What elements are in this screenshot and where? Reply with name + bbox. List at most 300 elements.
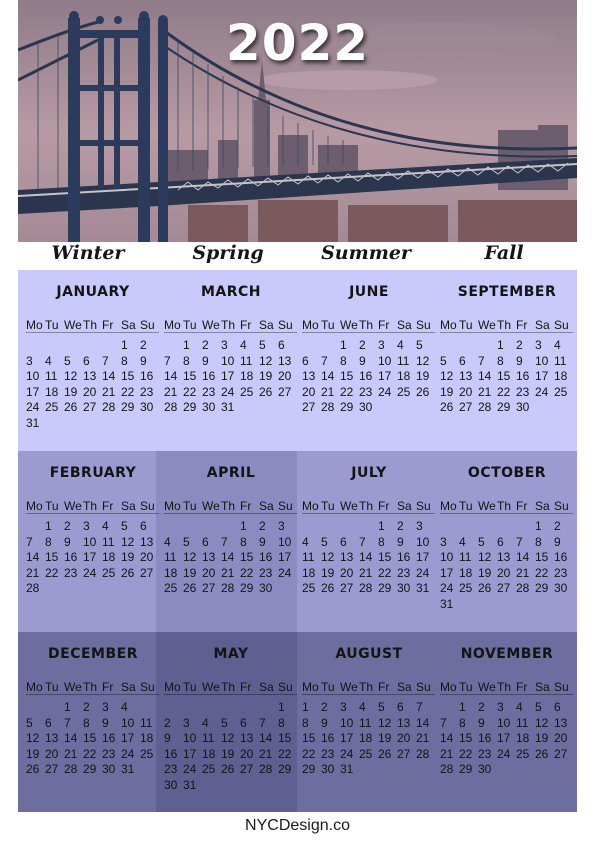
day-cell: 8 [340,353,347,368]
day-cell: 11 [164,550,177,565]
week-row [26,550,159,566]
day-cell: 29 [497,400,511,415]
weekday-label: Fr [240,680,252,694]
season-summer: Summer [321,242,411,264]
day-cell: 16 [359,369,373,384]
day-cell: 20 [83,384,97,399]
month-april [162,451,300,632]
day-cell: 14 [516,550,530,565]
day-cell: 1 [302,700,309,714]
day-cell: 17 [416,550,430,565]
day-cell: 2 [321,700,328,714]
day-cell: 17 [440,565,454,580]
day-cell: 29 [278,762,292,777]
day-cell: 1 [535,519,542,533]
day-cell: 13 [83,369,97,384]
day-cell: 12 [121,534,135,549]
day-cell: 2 [397,519,404,533]
weekday-label: Th [359,318,374,332]
day-cell: 11 [516,715,529,730]
month-band-3 [18,632,577,812]
day-cell: 12 [64,369,78,384]
day-cell: 19 [378,731,392,746]
day-cell: 16 [516,369,530,384]
day-cell: 31 [26,416,40,430]
day-cell: 17 [83,550,97,565]
week-row [302,369,435,385]
day-cell: 4 [240,338,247,352]
day-cell: 7 [516,534,523,549]
day-cell: 11 [359,715,372,730]
weekday-label: Fr [378,499,390,513]
day-cell: 24 [26,400,40,415]
day-cell: 6 [45,715,52,730]
day-cell: 17 [221,369,235,384]
weekday-label: Fr [102,499,114,513]
day-cell: 30 [359,400,373,415]
day-cell: 6 [240,715,247,730]
day-cell: 19 [440,384,454,399]
day-cell: 5 [321,534,328,549]
day-cell: 15 [240,550,254,565]
day-cell: 9 [140,353,147,368]
day-cell: 21 [26,565,40,580]
day-cell: 11 [554,353,567,368]
day-cell: 2 [516,338,523,352]
weekday-label: Th [359,499,374,513]
day-cell: 3 [183,715,190,730]
week-row [26,416,159,432]
day-cell: 26 [535,746,549,761]
weekday-label: Th [83,318,98,332]
day-cell: 14 [64,731,78,746]
weekday-label: Tu [183,680,197,694]
day-cell: 28 [26,581,40,596]
day-cell: 15 [340,369,354,384]
weekday-label: We [340,680,358,694]
day-cell: 11 [302,550,315,565]
day-cell: 9 [64,534,71,549]
weekday-label: Mo [164,318,181,332]
day-cell: 16 [202,369,216,384]
day-cell: 17 [535,369,549,384]
weekday-label: We [478,318,496,332]
day-cell: 5 [221,715,228,730]
day-cell: 22 [240,565,254,580]
day-cell: 8 [183,353,190,368]
day-cell: 21 [259,746,273,761]
day-cell: 4 [359,700,366,714]
day-cell: 23 [397,565,411,580]
weekday-label: Sa [259,318,274,332]
day-cell: 20 [497,565,511,580]
week-row [164,385,297,401]
day-cell: 7 [321,353,328,368]
day-cell: 6 [83,353,90,368]
week-row [440,400,573,416]
day-cell: 5 [416,338,423,352]
day-cell: 25 [516,746,530,761]
day-cell: 23 [259,565,273,580]
weekday-label: Tu [45,318,59,332]
day-cell: 4 [164,534,171,549]
week-row [164,535,297,551]
weekday-label: Tu [459,680,473,694]
day-cell: 15 [459,731,473,746]
day-cell: 1 [497,338,504,352]
day-cell: 23 [554,565,568,580]
day-cell: 17 [183,746,197,761]
day-cell: 16 [140,369,154,384]
day-cell: 6 [459,353,466,368]
day-cell: 14 [359,550,373,565]
day-cell: 8 [302,715,309,730]
week-row [302,747,435,763]
weekday-header [164,318,297,333]
day-cell: 18 [359,731,373,746]
weekday-label: Th [221,680,236,694]
day-cell: 27 [340,581,354,596]
weekday-label: Mo [302,499,319,513]
day-cell: 25 [302,581,316,596]
day-cell: 25 [202,762,216,777]
day-cell: 18 [45,384,59,399]
day-cell: 21 [416,731,430,746]
day-cell: 12 [440,369,454,384]
day-cell: 3 [102,700,109,714]
day-cell: 13 [459,369,473,384]
day-cell: 24 [535,384,549,399]
day-cell: 4 [202,715,209,730]
month-name: FEBRUARY [49,465,137,481]
day-cell: 14 [102,369,116,384]
day-cell: 22 [45,565,59,580]
weekday-label: Su [416,318,431,332]
day-cell: 20 [459,384,473,399]
season-spring: Spring [192,242,264,264]
day-cell: 28 [321,400,335,415]
day-cell: 22 [183,384,197,399]
day-cell: 20 [302,384,316,399]
day-cell: 31 [416,581,430,596]
weekday-header [302,499,435,514]
day-cell: 18 [140,731,154,746]
day-cell: 10 [535,353,549,368]
day-cell: 12 [183,550,197,565]
day-cell: 8 [83,715,90,730]
day-cell: 8 [240,534,247,549]
day-cell: 10 [83,534,97,549]
week-row [302,731,435,747]
day-cell: 15 [497,369,511,384]
day-cell: 3 [83,519,90,533]
day-cell: 8 [278,715,285,730]
weekday-label: Su [416,499,431,513]
weekday-label: Fr [240,499,252,513]
week-row [26,566,159,582]
day-cell: 9 [359,353,366,368]
day-cell: 6 [554,700,561,714]
month-band-1 [18,270,577,451]
weekday-label: Mo [440,499,457,513]
month-name: JUNE [349,284,389,300]
day-cell: 11 [140,715,153,730]
weekday-label: Sa [121,680,136,694]
weekday-label: Su [416,680,431,694]
day-cell: 22 [121,384,135,399]
weekday-label: Mo [26,680,43,694]
day-cell: 17 [497,731,511,746]
day-cell: 26 [64,400,78,415]
day-cell: 21 [64,746,78,761]
month-december [24,632,162,812]
weekday-label: Sa [259,499,274,513]
day-cell: 24 [83,565,97,580]
day-cell: 31 [440,597,454,611]
day-cell: 15 [83,731,97,746]
day-cell: 24 [221,384,235,399]
month-name: SEPTEMBER [457,284,557,300]
day-cell: 13 [278,353,292,368]
day-cell: 14 [26,550,40,565]
weekday-label: Fr [516,499,528,513]
week-row [302,566,435,582]
day-cell: 28 [359,581,373,596]
day-cell: 15 [45,550,59,565]
day-cell: 13 [554,715,568,730]
day-cell: 14 [416,715,430,730]
weekday-label: Th [359,680,374,694]
day-cell: 7 [164,353,171,368]
weekday-label: Sa [259,680,274,694]
day-cell: 9 [164,731,171,746]
weekday-label: We [202,499,220,513]
day-cell: 26 [121,565,135,580]
day-cell: 27 [554,746,568,761]
week-row [440,338,573,354]
day-cell: 8 [45,534,52,549]
weekday-label: Mo [440,680,457,694]
week-row [440,519,573,535]
season-fall: Fall [484,242,524,264]
day-cell: 22 [535,565,549,580]
day-cell: 23 [478,746,492,761]
day-cell: 20 [397,731,411,746]
day-cell: 27 [202,581,216,596]
week-row [164,731,297,747]
week-row [302,519,435,535]
day-cell: 11 [459,550,472,565]
day-cell: 7 [64,715,71,730]
day-cell: 2 [140,338,147,352]
day-cell: 7 [221,534,228,549]
week-row [26,338,159,354]
day-cell: 16 [164,746,178,761]
day-cell: 19 [259,369,273,384]
day-cell: 6 [340,534,347,549]
day-cell: 1 [45,519,52,533]
day-cell: 21 [221,565,235,580]
day-cell: 28 [516,581,530,596]
day-cell: 4 [121,700,128,714]
day-cell: 28 [416,746,430,761]
weekday-label: Sa [397,318,412,332]
month-name: JULY [351,465,387,481]
week-row [302,385,435,401]
day-cell: 6 [278,338,285,352]
day-cell: 10 [183,731,197,746]
season-labels [18,242,577,270]
week-row [164,716,297,732]
day-cell: 8 [459,715,466,730]
day-cell: 3 [416,519,423,533]
day-cell: 22 [340,384,354,399]
month-september [438,270,576,451]
day-cell: 23 [140,384,154,399]
day-cell: 28 [259,762,273,777]
day-cell: 23 [359,384,373,399]
day-cell: 27 [497,581,511,596]
week-row [26,385,159,401]
month-name: OCTOBER [467,465,547,481]
day-cell: 12 [535,715,549,730]
day-cell: 22 [497,384,511,399]
weekday-label: We [64,499,82,513]
day-cell: 31 [221,400,235,415]
day-cell: 10 [497,715,511,730]
day-cell: 1 [64,700,71,714]
day-cell: 18 [554,369,568,384]
weekday-label: Th [221,318,236,332]
day-cell: 16 [259,550,273,565]
day-cell: 30 [478,762,492,777]
week-row [440,700,573,716]
day-cell: 19 [64,384,78,399]
week-row [164,778,297,794]
weekday-label: Th [497,318,512,332]
day-cell: 3 [378,338,385,352]
day-cell: 24 [121,746,135,761]
day-cell: 30 [397,581,411,596]
day-cell: 14 [259,731,273,746]
weekday-label: Sa [397,499,412,513]
day-cell: 2 [64,519,71,533]
day-cell: 23 [202,384,216,399]
day-cell: 17 [26,384,40,399]
day-cell: 26 [378,746,392,761]
day-cell: 10 [378,353,392,368]
day-cell: 13 [397,715,411,730]
day-cell: 19 [183,565,197,580]
day-cell: 5 [121,519,128,533]
weekday-label: Su [278,318,293,332]
day-cell: 19 [535,731,549,746]
day-cell: 29 [83,762,97,777]
day-cell: 15 [302,731,316,746]
day-cell: 26 [221,762,235,777]
day-cell: 22 [83,746,97,761]
day-cell: 31 [121,762,135,777]
day-cell: 13 [340,550,354,565]
day-cell: 19 [221,746,235,761]
month-name: AUGUST [335,646,403,662]
day-cell: 26 [321,581,335,596]
day-cell: 23 [64,565,78,580]
day-cell: 14 [478,369,492,384]
day-cell: 18 [102,550,116,565]
week-row [440,354,573,370]
day-cell: 25 [102,565,116,580]
day-cell: 4 [302,534,309,549]
week-row [164,338,297,354]
day-cell: 5 [478,534,485,549]
bridge-photo [18,0,577,242]
day-cell: 1 [278,700,285,714]
day-cell: 30 [164,778,178,792]
day-cell: 3 [26,353,33,368]
day-cell: 1 [183,338,190,352]
day-cell: 14 [221,550,235,565]
day-cell: 10 [278,534,292,549]
day-cell: 4 [554,338,561,352]
day-cell: 26 [259,384,273,399]
day-cell: 15 [535,550,549,565]
week-row [164,550,297,566]
weekday-label: Th [83,499,98,513]
day-cell: 10 [340,715,354,730]
day-cell: 9 [478,715,485,730]
week-row [164,700,297,716]
day-cell: 20 [202,565,216,580]
week-row [440,385,573,401]
day-cell: 26 [478,581,492,596]
weekday-label: Th [497,680,512,694]
weekday-header [26,318,159,333]
day-cell: 13 [302,369,316,384]
day-cell: 20 [554,731,568,746]
day-cell: 15 [121,369,135,384]
week-row [302,716,435,732]
day-cell: 11 [102,534,115,549]
day-cell: 17 [378,369,392,384]
day-cell: 1 [340,338,347,352]
day-cell: 12 [221,731,235,746]
day-cell: 26 [440,400,454,415]
month-july [300,451,438,632]
day-cell: 12 [259,353,273,368]
day-cell: 5 [64,353,71,368]
day-cell: 14 [440,731,454,746]
day-cell: 25 [240,384,254,399]
weekday-label: Th [83,680,98,694]
day-cell: 12 [478,550,492,565]
week-row [440,762,573,778]
day-cell: 27 [302,400,316,415]
day-cell: 4 [102,519,109,533]
day-cell: 19 [121,550,135,565]
day-cell: 26 [26,762,40,777]
day-cell: 27 [459,400,473,415]
week-row [164,566,297,582]
day-cell: 12 [416,353,430,368]
day-cell: 9 [397,534,404,549]
day-cell: 7 [359,534,366,549]
day-cell: 11 [397,353,410,368]
weekday-label: Mo [164,499,181,513]
weekday-label: Mo [302,680,319,694]
day-cell: 31 [183,778,197,792]
day-cell: 29 [302,762,316,777]
